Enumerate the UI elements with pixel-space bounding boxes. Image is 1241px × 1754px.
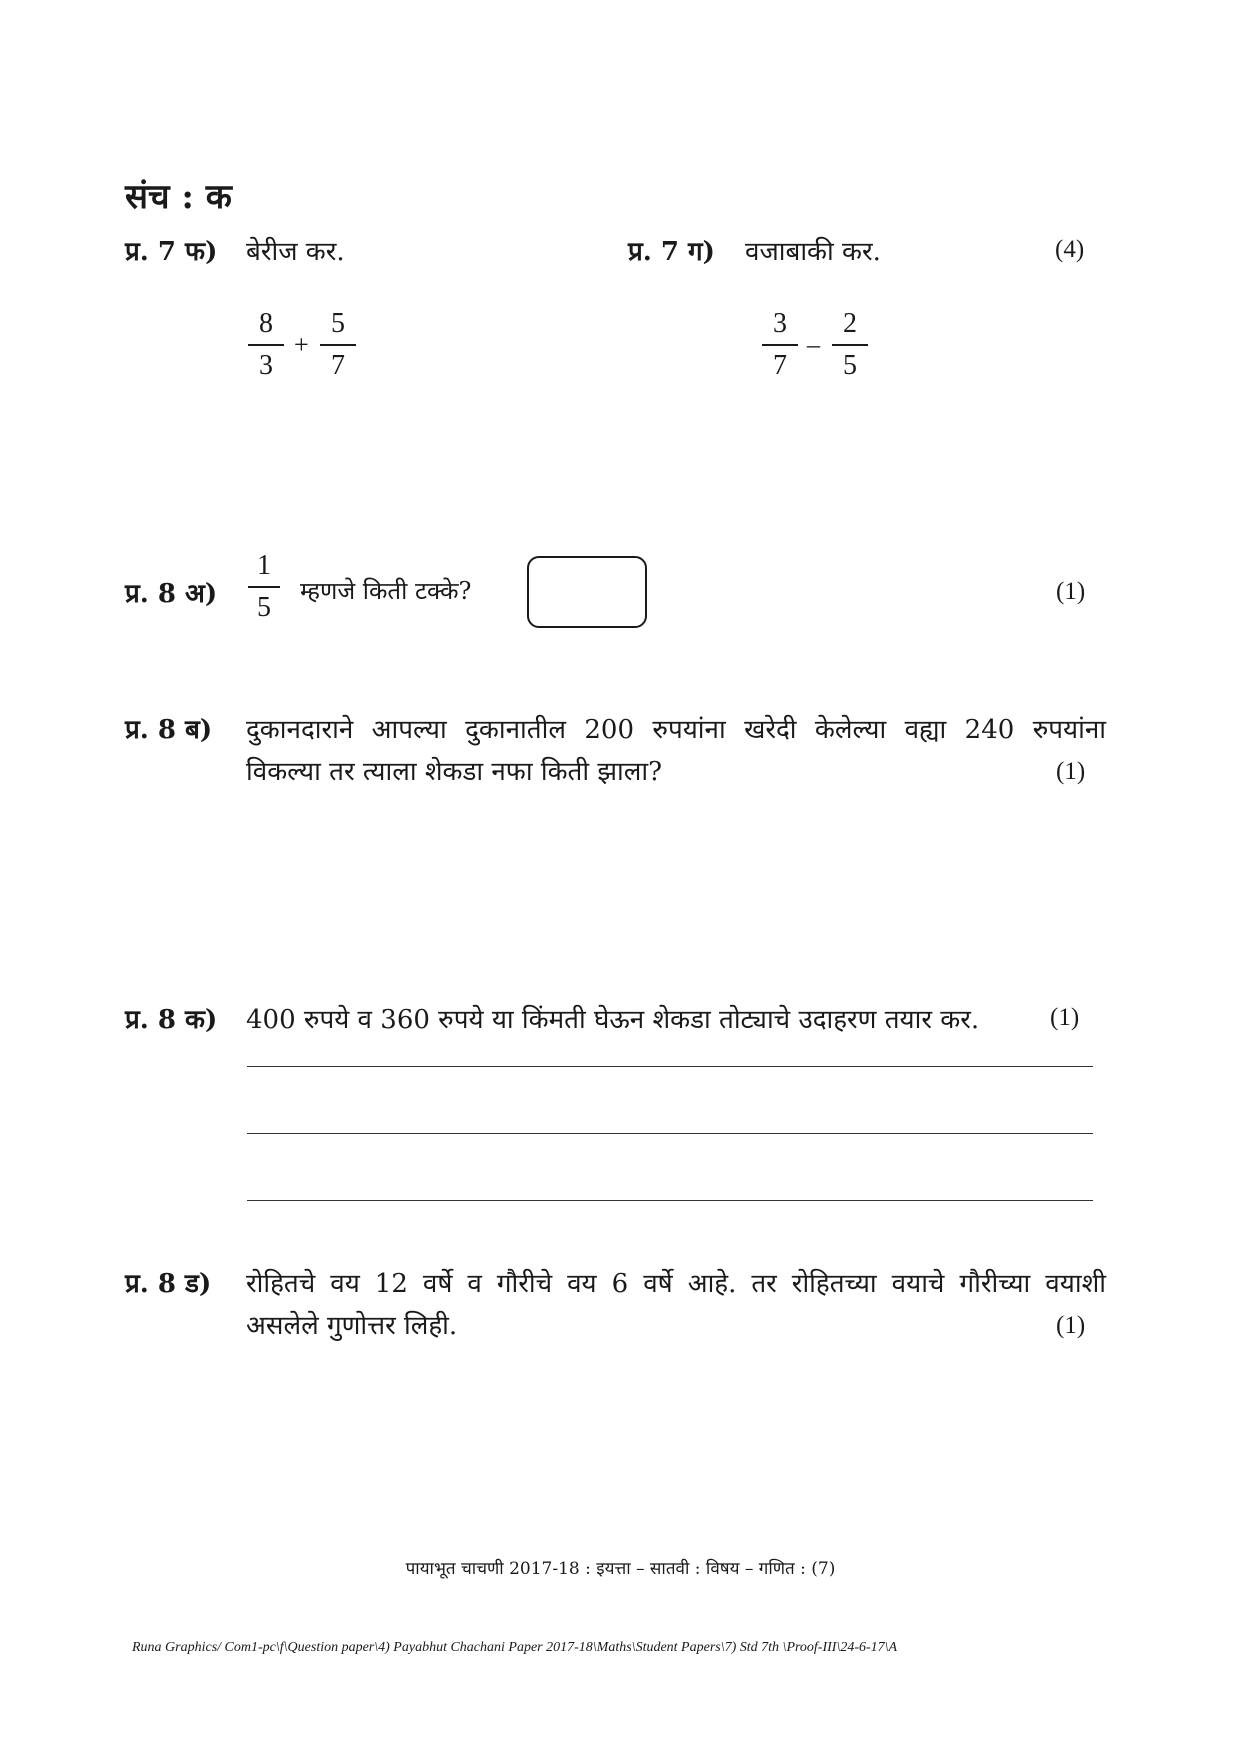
fraction-bar (248, 344, 284, 346)
page-footer: पायाभूत चाचणी 2017-18 : इयत्ता – सातवी : विषय – गणित : (7) (405, 1559, 836, 1579)
minus-operator: – (807, 330, 820, 359)
q7f-text: बेरीज कर. (246, 237, 345, 267)
answer-line-1 (247, 1066, 1093, 1067)
q8b-label: प्र. 8 ब) (125, 715, 213, 745)
q7g-label: प्र. 7 ग) (628, 237, 715, 267)
q8b-marks: (1) (1056, 758, 1086, 785)
q7g-fraction-2-denominator: 5 (843, 350, 857, 381)
fraction-bar (832, 344, 868, 346)
answer-line-2 (247, 1133, 1093, 1134)
q8k-marks: (1) (1050, 1004, 1080, 1031)
q7f-fraction-2-numerator: 5 (331, 308, 345, 339)
plus-operator: + (294, 330, 309, 359)
q7g-fraction-2 (832, 310, 868, 380)
q8a-label: प्र. 8 अ) (125, 579, 218, 609)
q7g-text: वजाबाकी कर. (745, 237, 881, 267)
q7-marks: (4) (1055, 236, 1085, 263)
q8a-fraction-numerator: 1 (257, 550, 271, 581)
q7g-fraction-1-numerator: 3 (773, 308, 787, 339)
q8a-fraction-denominator: 5 (257, 592, 271, 623)
q7f-fraction-1-denominator: 3 (259, 350, 273, 381)
q8b-text-line-1: दुकानदाराने आपल्या दुकानातील 200 रुपयांना खरेदी केलेल्या वह्या 240 रुपयांना (246, 715, 1106, 745)
q7f-fraction-2 (320, 310, 356, 380)
q7g-fraction-2-numerator: 2 (843, 308, 857, 339)
set-title: संच : क (125, 177, 232, 217)
fraction-bar (762, 344, 798, 346)
q7g-fraction-1 (762, 310, 798, 380)
q7f-fraction-1 (248, 310, 284, 380)
q8d-label: प्र. 8 ड) (125, 1269, 212, 1299)
print-metadata: Runa Graphics/ Com1-pc\f\Question paper\4) Payabhut Chachani Paper 2017-18\Maths\Student Papers\7) Std 7th \Proof-III\24-6-17\A (132, 1640, 898, 1655)
q8d-text-line-2: असलेले गुणोत्तर लिही. (246, 1311, 458, 1341)
q8a-marks: (1) (1056, 578, 1086, 605)
answer-line-3 (247, 1200, 1093, 1201)
q8a-fraction (248, 552, 280, 622)
fraction-bar (248, 586, 280, 588)
q7f-label: प्र. 7 फ) (125, 237, 218, 267)
answer-box[interactable] (527, 556, 647, 628)
fraction-bar (320, 344, 356, 346)
q8b-text-line-2: विकल्या तर त्याला शेकडा नफा किती झाला? (246, 757, 663, 787)
q7f-fraction-1-numerator: 8 (259, 308, 273, 339)
q8k-label: प्र. 8 क) (125, 1005, 218, 1035)
q8k-text: 400 रुपये व 360 रुपये या किंमती घेऊन शेकडा तोट्याचे उदाहरण तयार कर. (246, 1005, 980, 1035)
q8d-text-line-1: रोहितचे वय 12 वर्षे व गौरीचे वय 6 वर्षे आहे. तर रोहितच्या वयाचे गौरीच्या वयाशी (246, 1269, 1106, 1299)
q7f-fraction-2-denominator: 7 (331, 350, 345, 381)
q8d-marks: (1) (1056, 1312, 1086, 1339)
q7g-fraction-1-denominator: 7 (773, 350, 787, 381)
q8a-text: म्हणजे किती टक्के? (300, 577, 472, 605)
